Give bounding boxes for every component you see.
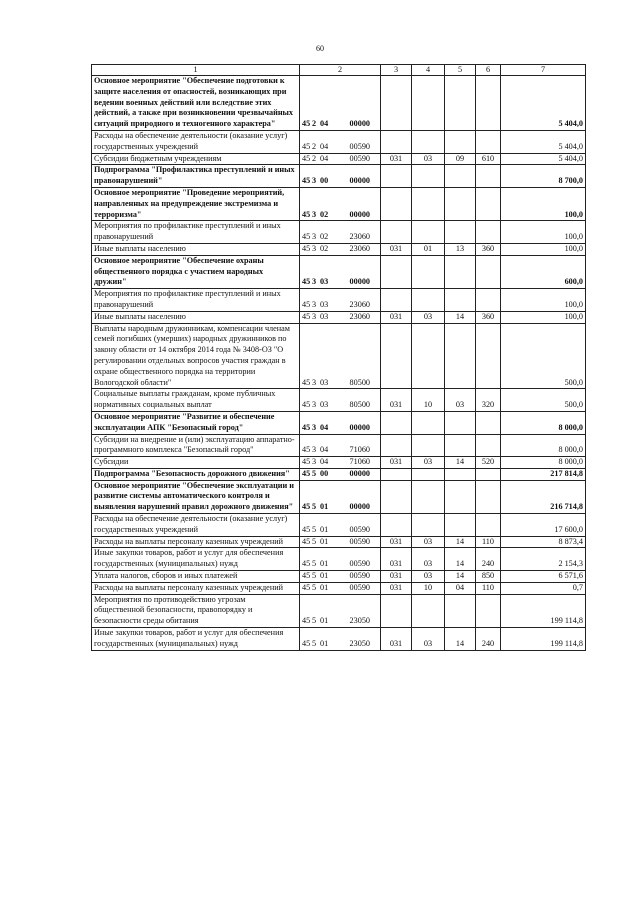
- table-row: [92, 468, 586, 480]
- row-amount: 5 404,0: [501, 153, 586, 165]
- row-expense-type: 360: [476, 243, 501, 255]
- code-part-3: 04: [320, 445, 329, 455]
- row-amount: 8 000,0: [501, 457, 586, 469]
- row-name: Основное мероприятие "Обеспечение охраны общественного порядка с участием народных дружин": [92, 255, 300, 288]
- code-part-2: 3: [312, 299, 317, 309]
- code-part-3: 04: [320, 457, 329, 467]
- table-row: [92, 628, 586, 651]
- table-row: [92, 130, 586, 153]
- row-subsection-code: [445, 411, 476, 434]
- code-part-1: 45: [302, 468, 311, 478]
- code-part-2: 5: [312, 582, 317, 592]
- row-amount: 217 814,8: [501, 468, 586, 480]
- code-part-3: 01: [320, 524, 329, 534]
- code-part-2: 3: [312, 377, 317, 387]
- code-part-1: 45: [302, 571, 311, 581]
- code-part-3: 02: [320, 209, 329, 219]
- row-name: Уплата налогов, сборов и иных платежей: [92, 571, 300, 583]
- header-col-6: 6: [476, 65, 501, 76]
- row-subsection-code: [445, 289, 476, 312]
- row-target-code: [300, 548, 381, 571]
- table-row: [92, 255, 586, 288]
- row-amount: 5 404,0: [501, 130, 586, 153]
- code-part-2: 3: [312, 311, 317, 321]
- code-part-1: 45: [302, 536, 311, 546]
- row-ministry-code: [381, 221, 412, 244]
- row-target-code: [300, 411, 381, 434]
- row-amount: 199 114,8: [501, 628, 586, 651]
- row-expense-type: [476, 480, 501, 513]
- code-part-2: 3: [312, 209, 317, 219]
- row-ministry-code: 031: [381, 536, 412, 548]
- row-ministry-code: [381, 165, 412, 188]
- row-target-code: [300, 434, 381, 457]
- code-part-1: 45: [302, 524, 311, 534]
- row-target-code: [300, 389, 381, 412]
- row-expense-type: 360: [476, 311, 501, 323]
- code-part-2: 3: [312, 422, 317, 432]
- code-part-4: 00590: [349, 153, 370, 163]
- row-name: Расходы на обеспечение деятельности (оказание услуг) государственных учреждений: [92, 514, 300, 537]
- row-section-code: [412, 594, 445, 627]
- row-amount: 17 600,0: [501, 514, 586, 537]
- code-part-2: 5: [312, 524, 317, 534]
- row-name: Мероприятия по профилактике преступлений и иных правонарушений: [92, 289, 300, 312]
- code-part-1: 45: [302, 299, 311, 309]
- row-expense-type: [476, 76, 501, 131]
- code-part-4: 00590: [349, 536, 370, 546]
- row-name: Расходы на выплаты персоналу казенных учреждений: [92, 582, 300, 594]
- code-part-4: 00000: [349, 209, 370, 219]
- row-subsection-code: 13: [445, 243, 476, 255]
- row-subsection-code: 14: [445, 548, 476, 571]
- row-name: Основное мероприятие "Обеспечение подготовки к защите населения от опасностей, возникающих при ведении военных действий или вследствие этих действий, а также при возникновении чрезвычайных ситуаций природного и техногенного характера": [92, 76, 300, 131]
- code-part-3: 01: [320, 616, 329, 626]
- row-section-code: 03: [412, 153, 445, 165]
- row-name: Выплаты народным дружинникам, компенсации членам семей погибших (умерших) народных дружинников по закону области от 14 октября 2014 года № 3408-ОЗ "О регулировании отдельных вопросов участия граждан в охране общественного порядка на территории Вологодской области": [92, 323, 300, 389]
- row-amount: 8 000,0: [501, 411, 586, 434]
- row-expense-type: [476, 468, 501, 480]
- row-amount: 216 714,8: [501, 480, 586, 513]
- code-part-1: 45: [302, 616, 311, 626]
- code-part-3: 03: [320, 277, 329, 287]
- row-target-code: [300, 255, 381, 288]
- row-expense-type: [476, 187, 501, 220]
- row-ministry-code: 031: [381, 582, 412, 594]
- code-part-2: 5: [312, 559, 317, 569]
- code-part-4: 80500: [349, 377, 370, 387]
- row-amount: 6 571,6: [501, 571, 586, 583]
- row-expense-type: [476, 411, 501, 434]
- row-name: Иные выплаты населению: [92, 311, 300, 323]
- row-section-code: [412, 468, 445, 480]
- row-target-code: [300, 468, 381, 480]
- row-subsection-code: [445, 76, 476, 131]
- code-part-2: 3: [312, 445, 317, 455]
- row-subsection-code: 14: [445, 457, 476, 469]
- table-row: [92, 289, 586, 312]
- row-name: Субсидии на внедрение и (или) эксплуатацию аппаратно-программного комплекса "Безопасный город": [92, 434, 300, 457]
- row-section-code: [412, 165, 445, 188]
- row-ministry-code: [381, 434, 412, 457]
- row-subsection-code: 14: [445, 311, 476, 323]
- row-subsection-code: [445, 221, 476, 244]
- code-part-1: 45: [302, 243, 311, 253]
- code-part-3: 00: [320, 176, 329, 186]
- row-target-code: [300, 130, 381, 153]
- table-row: [92, 434, 586, 457]
- code-part-1: 45: [302, 119, 311, 129]
- row-target-code: [300, 457, 381, 469]
- row-amount: 100,0: [501, 243, 586, 255]
- code-part-4: 23060: [349, 299, 370, 309]
- code-part-1: 45: [302, 638, 311, 648]
- code-part-3: 03: [320, 299, 329, 309]
- row-expense-type: 520: [476, 457, 501, 469]
- row-amount: 5 404,0: [501, 76, 586, 131]
- code-part-2: 5: [312, 571, 317, 581]
- code-part-4: 00590: [349, 524, 370, 534]
- code-part-2: 5: [312, 616, 317, 626]
- row-subsection-code: 03: [445, 389, 476, 412]
- row-ministry-code: 031: [381, 243, 412, 255]
- code-part-4: 80500: [349, 400, 370, 410]
- row-section-code: [412, 289, 445, 312]
- row-name: Расходы на обеспечение деятельности (оказание услуг) государственных учреждений: [92, 130, 300, 153]
- row-name: Мероприятия по профилактике преступлений и иных правонарушений: [92, 221, 300, 244]
- row-subsection-code: 14: [445, 571, 476, 583]
- code-part-4: 00000: [349, 422, 370, 432]
- table-row: [92, 514, 586, 537]
- row-subsection-code: 14: [445, 536, 476, 548]
- row-name: Подпрограмма "Безопасность дорожного движения": [92, 468, 300, 480]
- row-section-code: [412, 221, 445, 244]
- code-part-3: 02: [320, 232, 329, 242]
- code-part-1: 45: [302, 141, 311, 151]
- row-name: Иные закупки товаров, работ и услуг для обеспечения государственных (муниципальных) нужд: [92, 548, 300, 571]
- row-expense-type: [476, 165, 501, 188]
- row-name: Иные закупки товаров, работ и услуг для обеспечения государственных (муниципальных) нужд: [92, 628, 300, 651]
- row-ministry-code: 031: [381, 571, 412, 583]
- row-target-code: [300, 76, 381, 131]
- row-subsection-code: [445, 165, 476, 188]
- table-row: [92, 548, 586, 571]
- code-part-3: 04: [320, 153, 329, 163]
- code-part-2: 5: [312, 536, 317, 546]
- code-part-3: 03: [320, 400, 329, 410]
- row-subsection-code: [445, 480, 476, 513]
- table-body: [92, 76, 586, 651]
- row-amount: 100,0: [501, 289, 586, 312]
- row-expense-type: [476, 514, 501, 537]
- row-ministry-code: [381, 76, 412, 131]
- row-name: Субсидии бюджетным учреждениям: [92, 153, 300, 165]
- row-ministry-code: [381, 130, 412, 153]
- row-amount: 500,0: [501, 389, 586, 412]
- row-amount: 199 114,8: [501, 594, 586, 627]
- row-name: Мероприятия по противодействию угрозам общественной безопасности, правопорядку и безопасности среды обитания: [92, 594, 300, 627]
- code-part-3: 01: [320, 502, 329, 512]
- row-name: Подпрограмма "Профилактика преступлений и иных правонарушений": [92, 165, 300, 188]
- table-row: [92, 76, 586, 131]
- row-ministry-code: 031: [381, 311, 412, 323]
- code-part-2: 2: [312, 153, 317, 163]
- page-number: 60: [316, 44, 324, 53]
- row-target-code: [300, 514, 381, 537]
- row-section-code: 03: [412, 548, 445, 571]
- row-expense-type: 320: [476, 389, 501, 412]
- row-expense-type: [476, 289, 501, 312]
- table-row: [92, 536, 586, 548]
- code-part-1: 45: [302, 209, 311, 219]
- table-row: [92, 594, 586, 627]
- table-row: [92, 411, 586, 434]
- code-part-1: 45: [302, 377, 311, 387]
- code-part-1: 45: [302, 277, 311, 287]
- code-part-4: 23050: [349, 616, 370, 626]
- header-row: [92, 65, 586, 76]
- row-expense-type: [476, 323, 501, 389]
- code-part-4: 00590: [349, 141, 370, 151]
- row-amount: 100,0: [501, 311, 586, 323]
- code-part-3: 04: [320, 141, 329, 151]
- row-subsection-code: [445, 130, 476, 153]
- row-section-code: 03: [412, 457, 445, 469]
- code-part-2: 2: [312, 119, 317, 129]
- row-ministry-code: 031: [381, 548, 412, 571]
- row-section-code: 01: [412, 243, 445, 255]
- row-section-code: 03: [412, 571, 445, 583]
- code-part-4: 00590: [349, 559, 370, 569]
- code-part-1: 45: [302, 311, 311, 321]
- header-col-2: 2: [300, 65, 381, 76]
- row-amount: 8 700,0: [501, 165, 586, 188]
- row-section-code: [412, 323, 445, 389]
- row-amount: 8 000,0: [501, 434, 586, 457]
- row-name: Субсидии: [92, 457, 300, 469]
- row-target-code: [300, 571, 381, 583]
- code-part-2: 3: [312, 176, 317, 186]
- row-section-code: 03: [412, 311, 445, 323]
- code-part-1: 45: [302, 176, 311, 186]
- code-part-3: 01: [320, 638, 329, 648]
- row-expense-type: [476, 221, 501, 244]
- code-part-2: 3: [312, 277, 317, 287]
- row-target-code: [300, 582, 381, 594]
- row-subsection-code: [445, 323, 476, 389]
- row-ministry-code: 031: [381, 389, 412, 412]
- row-amount: 100,0: [501, 221, 586, 244]
- row-expense-type: 240: [476, 548, 501, 571]
- row-section-code: 10: [412, 389, 445, 412]
- row-name: Иные выплаты населению: [92, 243, 300, 255]
- row-subsection-code: 14: [445, 628, 476, 651]
- code-part-3: 01: [320, 536, 329, 546]
- row-ministry-code: [381, 289, 412, 312]
- row-ministry-code: [381, 411, 412, 434]
- row-section-code: [412, 480, 445, 513]
- row-target-code: [300, 323, 381, 389]
- row-ministry-code: [381, 323, 412, 389]
- row-target-code: [300, 187, 381, 220]
- row-ministry-code: 031: [381, 457, 412, 469]
- row-amount: 8 873,4: [501, 536, 586, 548]
- row-expense-type: 110: [476, 582, 501, 594]
- code-part-2: 5: [312, 468, 317, 478]
- code-part-3: 03: [320, 311, 329, 321]
- row-target-code: [300, 480, 381, 513]
- code-part-3: 00: [320, 468, 329, 478]
- table-row: [92, 165, 586, 188]
- row-expense-type: 110: [476, 536, 501, 548]
- header-col-3: 3: [381, 65, 412, 76]
- row-expense-type: [476, 255, 501, 288]
- row-name: Социальные выплаты гражданам, кроме публичных нормативных социальных выплат: [92, 389, 300, 412]
- code-part-3: 01: [320, 571, 329, 581]
- code-part-1: 45: [302, 445, 311, 455]
- code-part-2: 2: [312, 141, 317, 151]
- table-row: [92, 457, 586, 469]
- row-target-code: [300, 153, 381, 165]
- row-target-code: [300, 289, 381, 312]
- row-amount: 0,7: [501, 582, 586, 594]
- code-part-3: 03: [320, 377, 329, 387]
- row-section-code: [412, 434, 445, 457]
- row-name: Основное мероприятие "Проведение мероприятий, направленных на предупреждение экстремизма и терроризма": [92, 187, 300, 220]
- row-section-code: [412, 76, 445, 131]
- row-target-code: [300, 165, 381, 188]
- row-expense-type: [476, 594, 501, 627]
- code-part-4: 00000: [349, 277, 370, 287]
- code-part-4: 23060: [349, 243, 370, 253]
- code-part-3: 01: [320, 559, 329, 569]
- code-part-2: 3: [312, 243, 317, 253]
- code-part-2: 3: [312, 232, 317, 242]
- code-part-3: 04: [320, 422, 329, 432]
- table-row: [92, 480, 586, 513]
- row-section-code: [412, 411, 445, 434]
- row-target-code: [300, 628, 381, 651]
- row-expense-type: [476, 130, 501, 153]
- code-part-2: 3: [312, 400, 317, 410]
- code-part-1: 45: [302, 422, 311, 432]
- row-name: Расходы на выплаты персоналу казенных учреждений: [92, 536, 300, 548]
- row-target-code: [300, 221, 381, 244]
- table-row: [92, 221, 586, 244]
- code-part-4: 00000: [349, 468, 370, 478]
- table-row: [92, 187, 586, 220]
- row-amount: 600,0: [501, 255, 586, 288]
- budget-table: [91, 64, 586, 651]
- table-row: [92, 153, 586, 165]
- row-section-code: 10: [412, 582, 445, 594]
- row-expense-type: 610: [476, 153, 501, 165]
- code-part-4: 00000: [349, 176, 370, 186]
- row-section-code: 03: [412, 628, 445, 651]
- row-subsection-code: 04: [445, 582, 476, 594]
- header-col-1: 1: [92, 65, 300, 76]
- code-part-1: 45: [302, 582, 311, 592]
- code-part-1: 45: [302, 232, 311, 242]
- row-ministry-code: [381, 480, 412, 513]
- code-part-3: 04: [320, 119, 329, 129]
- row-subsection-code: 09: [445, 153, 476, 165]
- row-target-code: [300, 594, 381, 627]
- row-subsection-code: [445, 255, 476, 288]
- code-part-1: 45: [302, 400, 311, 410]
- row-expense-type: 240: [476, 628, 501, 651]
- code-part-2: 5: [312, 502, 317, 512]
- code-part-4: 23060: [349, 311, 370, 321]
- table-row: [92, 243, 586, 255]
- header-col-4: 4: [412, 65, 445, 76]
- row-section-code: [412, 187, 445, 220]
- code-part-4: 00590: [349, 582, 370, 592]
- code-part-1: 45: [302, 457, 311, 467]
- row-expense-type: 850: [476, 571, 501, 583]
- row-amount: 100,0: [501, 187, 586, 220]
- row-ministry-code: [381, 514, 412, 537]
- table-row: [92, 389, 586, 412]
- table-row: [92, 571, 586, 583]
- row-target-code: [300, 243, 381, 255]
- code-part-2: 3: [312, 457, 317, 467]
- table-row: [92, 582, 586, 594]
- row-name: Основное мероприятие "Развитие и обеспечение эксплуатации АПК "Безопасный город": [92, 411, 300, 434]
- row-subsection-code: [445, 187, 476, 220]
- row-section-code: [412, 130, 445, 153]
- code-part-3: 02: [320, 243, 329, 253]
- header-col-7: 7: [501, 65, 586, 76]
- code-part-1: 45: [302, 502, 311, 512]
- code-part-4: 00000: [349, 119, 370, 129]
- code-part-4: 71060: [349, 457, 370, 467]
- row-ministry-code: 031: [381, 153, 412, 165]
- row-subsection-code: [445, 434, 476, 457]
- code-part-4: 23060: [349, 232, 370, 242]
- row-ministry-code: [381, 187, 412, 220]
- code-part-4: 23050: [349, 638, 370, 648]
- code-part-1: 45: [302, 559, 311, 569]
- row-subsection-code: [445, 468, 476, 480]
- row-ministry-code: 031: [381, 628, 412, 651]
- code-part-4: 00590: [349, 571, 370, 581]
- code-part-1: 45: [302, 153, 311, 163]
- code-part-3: 01: [320, 582, 329, 592]
- row-subsection-code: [445, 594, 476, 627]
- row-ministry-code: [381, 594, 412, 627]
- code-part-4: 00000: [349, 502, 370, 512]
- row-section-code: 03: [412, 536, 445, 548]
- row-target-code: [300, 536, 381, 548]
- code-part-4: 71060: [349, 445, 370, 455]
- row-section-code: [412, 255, 445, 288]
- row-amount: 500,0: [501, 323, 586, 389]
- row-ministry-code: [381, 468, 412, 480]
- table-row: [92, 323, 586, 389]
- row-amount: 2 154,3: [501, 548, 586, 571]
- row-section-code: [412, 514, 445, 537]
- table-row: [92, 311, 586, 323]
- row-target-code: [300, 311, 381, 323]
- header-col-5: 5: [445, 65, 476, 76]
- row-expense-type: [476, 434, 501, 457]
- row-ministry-code: [381, 255, 412, 288]
- code-part-2: 5: [312, 638, 317, 648]
- row-name: Основное мероприятие "Обеспечение эксплуатации и развитие системы автоматического контроля и выявления нарушений правил дорожного движения": [92, 480, 300, 513]
- row-subsection-code: [445, 514, 476, 537]
